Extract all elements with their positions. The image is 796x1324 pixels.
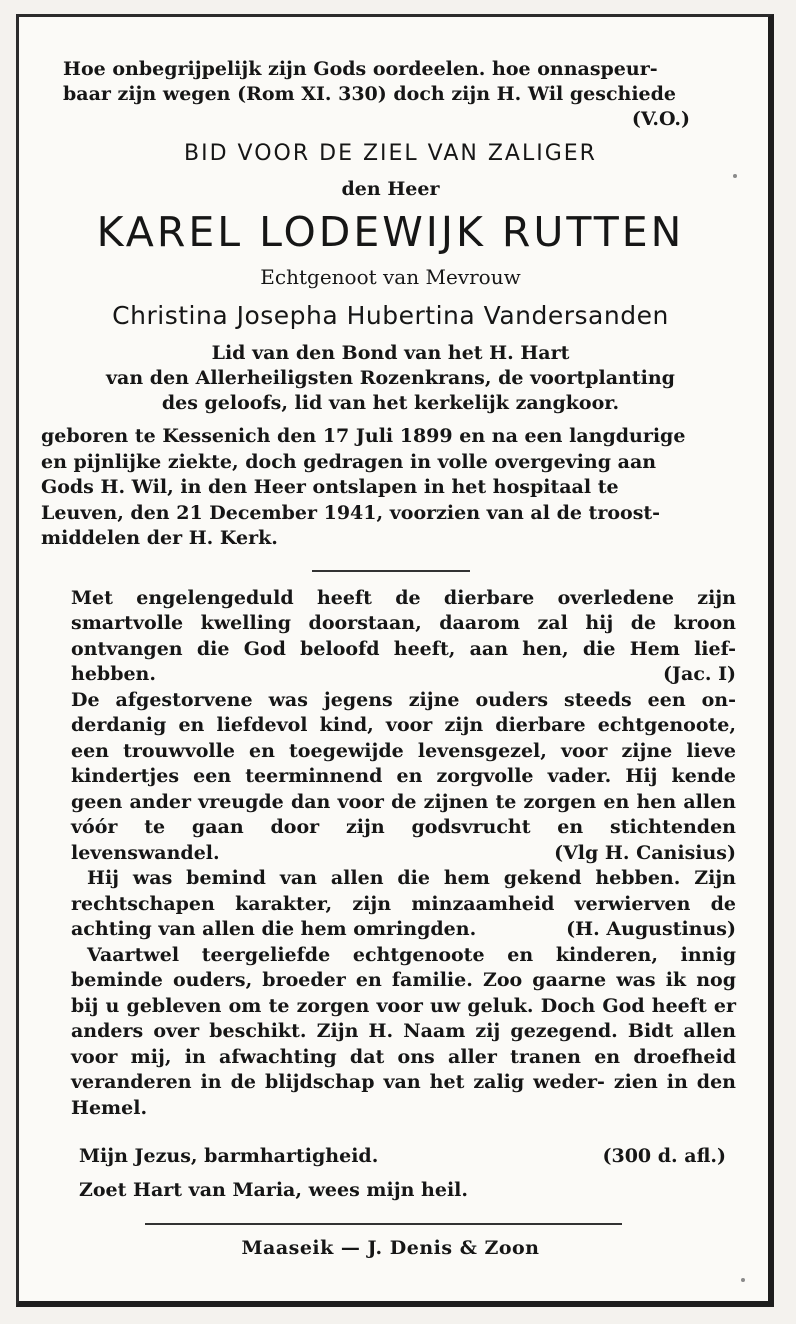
spouse-label: Echtgenoot van Mevrouw: [260, 265, 521, 289]
paragraph-text: Hij was bemind van allen die hem gekend hebben. Zijn rechtschapen karakter, zijn minzaamheid verwierven de achting van allen die hem omringden.: [71, 867, 736, 940]
speck: [741, 1278, 745, 1282]
intro-line: Hoe onbegrijpelijk zijn Gods oordeelen. hoe onnaspeur-: [63, 58, 658, 80]
bio-line: Gods H. Wil, in den Heer ontslapen in het hospitaal te: [41, 476, 619, 498]
intro-quote: [63, 57, 742, 107]
tribute-paragraph: [71, 586, 736, 688]
paragraph-text: Met engelengeduld heeft de dierbare overledene zijn smartvolle kwelling doorstaan, daarom zal hij de kroon ontvangen die God beloofd heeft, aan hen, die Hem lief- hebben.: [71, 586, 736, 685]
bio-line: en pijnlijke ziekte, doch gedragen in volle overgeving aan: [41, 450, 657, 473]
intro-source: (V.O.): [631, 108, 690, 130]
tribute-paragraph: [71, 688, 736, 867]
prayer-indulgence: (300 d. afl.): [602, 1145, 726, 1167]
prayer-request-heading: BID VOOR DE ZIEL VAN ZALIGER: [184, 141, 597, 166]
footer-rule: [145, 1223, 622, 1225]
membership-line: des geloofs, lid van het kerkelijk zangkoor.: [161, 392, 620, 414]
bio-line: Leuven, den 21 December 1941, voorzien van al de troost-: [41, 501, 661, 524]
spouse-name: Christina Josepha Hubertina Vandersanden: [112, 301, 669, 330]
prayer-row: [79, 1173, 726, 1207]
biography: [39, 424, 742, 552]
card-content: [39, 57, 742, 1259]
tribute-body: [39, 586, 742, 1122]
deceased-name: KAREL LODEWIJK RUTTEN: [96, 208, 685, 256]
memorial-card: [16, 14, 774, 1307]
membership-line: Lid van den Bond van het H. Hart: [211, 342, 570, 364]
prayer-row: [79, 1139, 726, 1173]
indulgenced-prayers: [39, 1139, 742, 1207]
paragraph-text: Vaartwel teergeliefde echtgenoote en kinderen, innig beminde ouders, broeder en familie. Zoo gaarne was ik nog bij u gebleven om te zorgen voor uw geluk. Doch God heeft er anders over beschikt. Zijn H. Naam zij gezegend. Bidt allen voor mij, in afwachting dat ons aller tranen en droefheid veranderen in de blijdschap van het zalig weder- zien in den Hemel.: [71, 943, 736, 1119]
intro-line: baar zijn wegen (Rom XI. 330) doch zijn H. Wil geschiede: [63, 83, 677, 105]
bio-line: geboren te Kessenich den 17 Juli 1899 en na een langdurige: [41, 425, 686, 447]
membership-line: van den Allerheiligsten Rozenkrans, de voortplanting: [106, 367, 675, 389]
prayer-text: Mijn Jezus, barmhartigheid.: [79, 1145, 379, 1167]
paragraph-text: De afgestorvene was jegens zijne ouders steeds een on- derdanig en liefdevol kind, voor zijn dierbare echtgenoote, een trouwvolle en toegewijde levensgezel, voor zijne lieve kindertjes een teerminnend en zorgvolle vader. Hij kende geen ander vreugde dan voor de zijnen te zorgen en hen allen vóór te gaan door zijn godsvrucht en stichtenden levenswandel.: [71, 688, 736, 864]
tribute-paragraph: [71, 943, 736, 1122]
paragraph-source: (Jac. I): [663, 663, 736, 685]
bio-line: middelen der H. Kerk.: [41, 527, 278, 549]
speck: [733, 174, 737, 178]
title-heer: den Heer: [341, 178, 440, 200]
prayer-text: Zoet Hart van Maria, wees mijn heil.: [79, 1179, 468, 1201]
printer-credit: Maaseik — J. Denis & Zoon: [241, 1237, 540, 1259]
tribute-paragraph: [71, 866, 736, 943]
paragraph-source: (Vlg H. Canisius): [554, 841, 736, 864]
paragraph-source: (H. Augustinus): [566, 918, 736, 940]
section-divider: [312, 570, 470, 572]
memberships: [39, 341, 742, 416]
